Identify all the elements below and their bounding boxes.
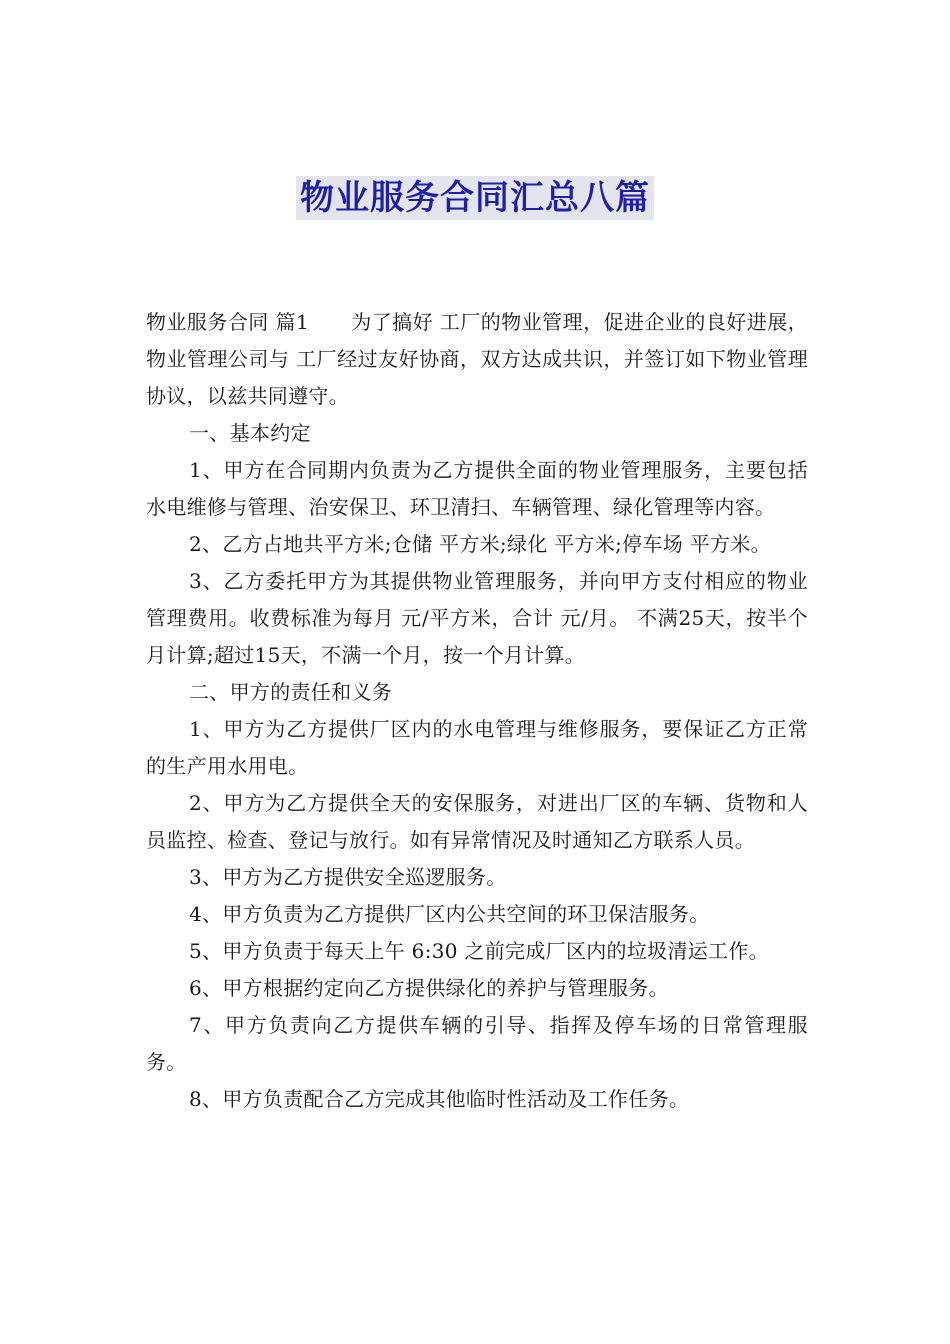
section-heading-duties: 二、甲方的责任和义务: [189, 680, 392, 704]
clause-paragraph: 2、乙方占地共平方米;仓储 平方米;绿化 平方米;停车场 平方米。: [189, 532, 771, 556]
clause-paragraph: 6、甲方根据约定向乙方提供绿化的养护与管理服务。: [189, 976, 669, 1000]
clause-paragraph: 7、甲方负责向乙方提供车辆的引导、指挥及停车场的日常管理服务。: [146, 1013, 808, 1074]
clause-paragraph: 2、甲方为乙方提供全天的安保服务，对进出厂区的车辆、货物和人员监控、检查、登记与放行。如有异常情况及时通知乙方联系人员。: [146, 791, 808, 852]
clause-paragraph: 4、甲方负责为乙方提供厂区内公共空间的环卫保洁服务。: [189, 902, 710, 926]
document-body: [146, 304, 808, 1118]
intro-text: 为了搞好 工厂的物业管理，促进企业的良好进展， 物业管理公司与 工厂经过友好协商，双方达成共识，并签订如下物业管理协议，以兹共同遵守。: [146, 310, 808, 408]
title-container: [0, 176, 950, 220]
clause-paragraph: 8、甲方负责配合乙方完成其他临时性活动及工作任务。: [189, 1087, 690, 1111]
clause-paragraph: 3、甲方为乙方提供安全巡逻服务。: [189, 865, 507, 889]
section-label: 物业服务合同 篇1: [146, 310, 310, 334]
clause-paragraph: 3、乙方委托甲方为其提供物业管理服务，并向甲方支付相应的物业管理费用。收费标准为每月 元/平方米，合计 元/月。 不满25天，按半个月计算;超过15天，不满一个月，按一个月计算。: [146, 569, 808, 667]
clause-paragraph: 1、甲方在合同期内负责为乙方提供全面的物业管理服务，主要包括水电维修与管理、治安保卫、环卫清扫、车辆管理、绿化管理等内容。: [146, 458, 808, 519]
document-title: 物业服务合同汇总八篇: [296, 176, 654, 220]
clause-paragraph: 5、甲方负责于每天上午 6:30 之前完成厂区内的垃圾清运工作。: [189, 939, 769, 963]
section-heading-basic: 一、基本约定: [189, 421, 311, 445]
clause-paragraph: 1、甲方为乙方提供厂区内的水电管理与维修服务，要保证乙方正常的生产用水用电。: [146, 717, 808, 778]
intro-paragraph: [146, 304, 808, 415]
